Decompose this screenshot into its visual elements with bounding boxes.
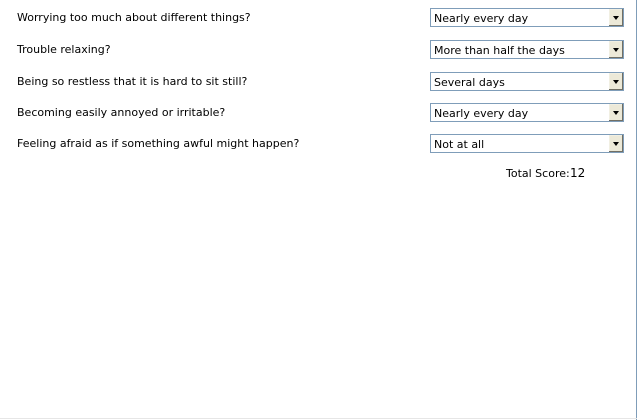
question-label: Worrying too much about different things?: [17, 11, 251, 24]
dropdown-button[interactable]: [608, 73, 623, 90]
panel-border-bottom: [0, 418, 637, 419]
answer-dropdown-afraid[interactable]: [430, 134, 624, 153]
dropdown-button[interactable]: [608, 135, 623, 152]
total-score-label: Total Score:: [506, 167, 570, 180]
question-row-worrying: [0, 8, 640, 29]
answer-dropdown-restless[interactable]: [430, 72, 624, 91]
question-label: Feeling afraid as if something awful might happen?: [17, 137, 300, 150]
dropdown-selected-value: More than half the days: [434, 44, 565, 57]
answer-dropdown-annoyed[interactable]: [430, 103, 624, 122]
answer-dropdown-worrying[interactable]: [430, 8, 624, 27]
chevron-down-icon: [613, 80, 619, 84]
question-row-restless: [0, 72, 640, 93]
dropdown-selected-value: Nearly every day: [434, 12, 529, 25]
dropdown-button[interactable]: [608, 9, 623, 26]
question-label: Being so restless that it is hard to sit still?: [17, 75, 248, 88]
question-row-afraid: [0, 134, 640, 155]
chevron-down-icon: [613, 111, 619, 115]
question-label: Becoming easily annoyed or irritable?: [17, 106, 226, 119]
dropdown-selected-value: Several days: [434, 76, 505, 89]
dropdown-button[interactable]: [608, 104, 623, 121]
dropdown-button[interactable]: [608, 41, 623, 58]
dropdown-selected-value: Not at all: [434, 138, 485, 151]
dropdown-selected-value: Nearly every day: [434, 107, 529, 120]
question-row-trouble-relaxing: [0, 40, 640, 61]
chevron-down-icon: [613, 16, 619, 20]
total-score-value: 12: [570, 166, 586, 180]
answer-dropdown-trouble-relaxing[interactable]: [430, 40, 624, 59]
chevron-down-icon: [613, 142, 619, 146]
question-label: Trouble relaxing?: [17, 43, 111, 56]
chevron-down-icon: [613, 48, 619, 52]
question-row-annoyed: [0, 103, 640, 124]
